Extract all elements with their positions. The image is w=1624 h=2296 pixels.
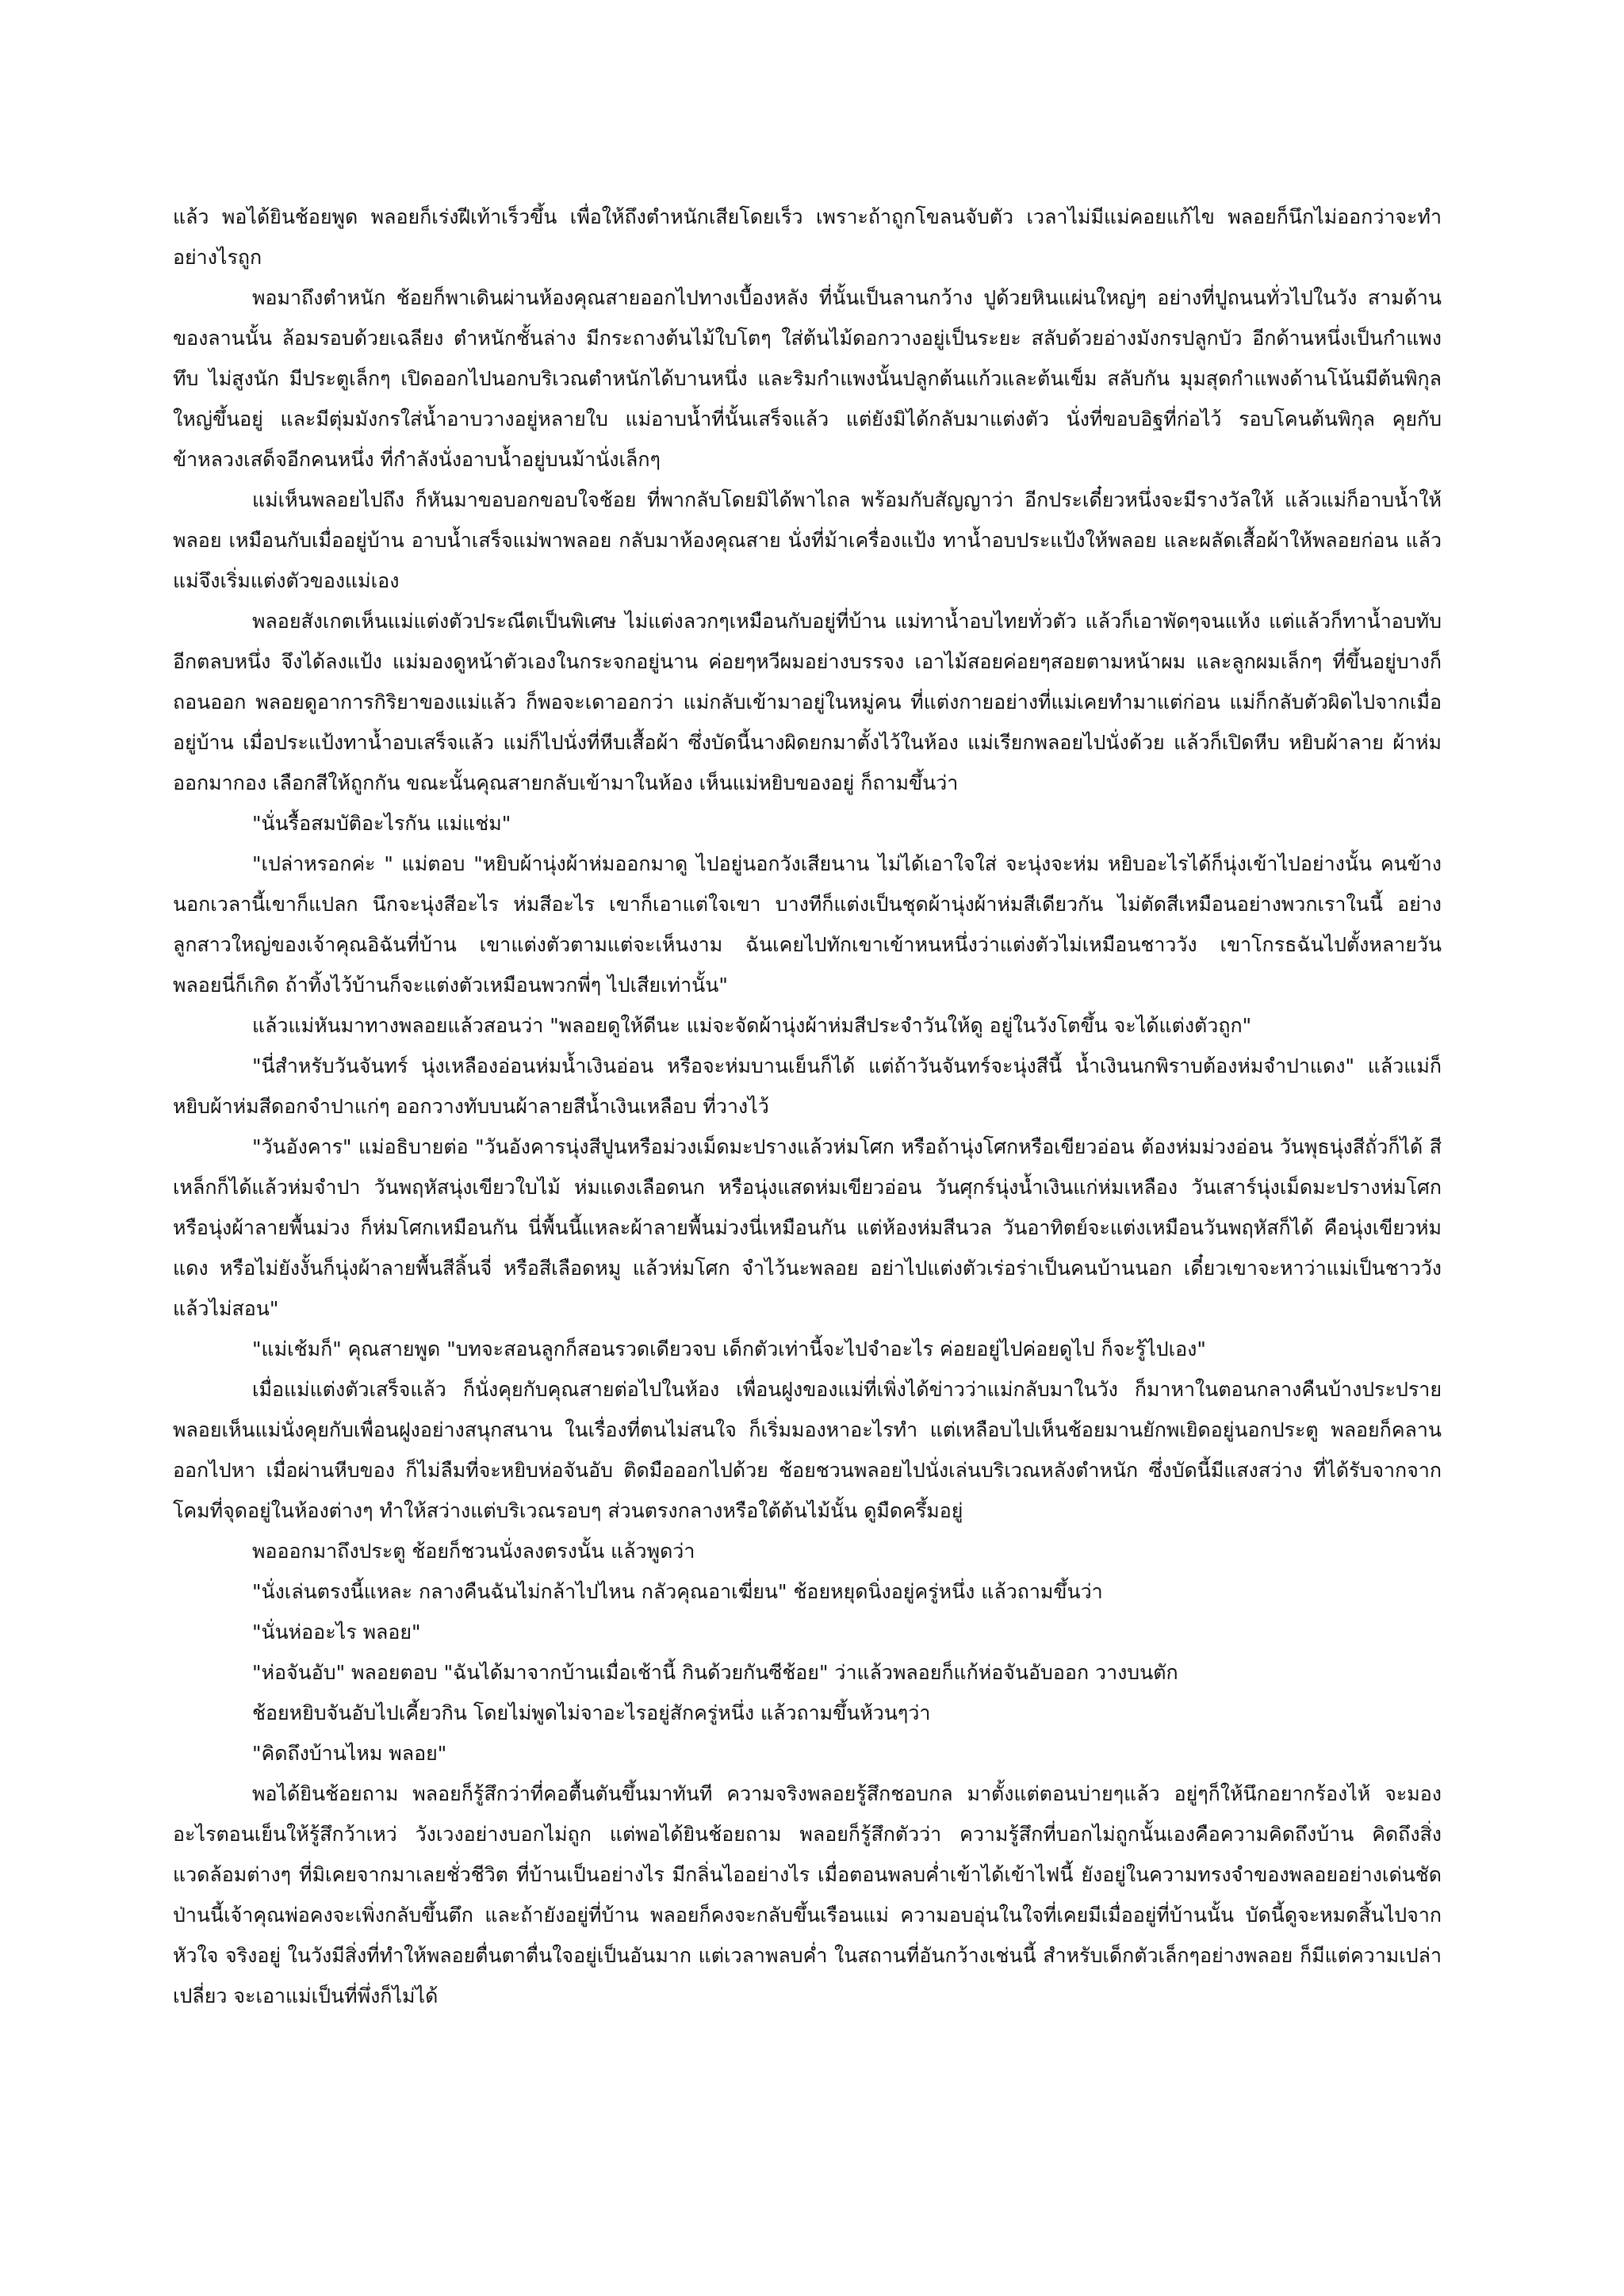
dialogue-line: "นั่นห่ออะไร พลอย" [252, 1621, 421, 1644]
paragraph: พอได้ยินช้อยถาม พลอยก็รู้สึกว่าที่คอตื้นตันขึ้นมาทันที ความจริงพลอยรู้สึกชอบกล มาตั้งแต่ตอนบ่ายๆแล้ว อยู่ๆก็ให้นึกอยากร้องไห้ จะมองอะไรตอนเย็นให้รู้สึกว้าเหว่ วังเวงอย่างบอกไม่ถูก แต่พอได้ยินช้อยถาม พลอยก็รู้สึกตัวว่า ความรู้สึกที่บอกไม่ถูกนั้นเองคือความคิดถึงบ้าน คิดถึงสิ่งแวดล้อมต่างๆ ที่มิเคยจากมาเลยชั่วชีวิต ที่บ้านเป็นอย่างไร มีกลิ่นไออย่างไร เมื่อตอนพลบค่ำเข้าได้เข้าไฟนี้ ยังอยู่ในความทรงจำของพลอยอย่างเด่นชัด ป่านนี้เจ้าคุณพ่อคงจะเพิ่งกลับขึ้นตึก และถ้ายังอยู่ที่บ้าน พลอยก็คงจะกลับขึ้นเรือนแม่ ความอบอุ่นในใจที่เคยมีเมื่ออยู่ที่บ้านนั้น บัดนี้ดูจะหมดสิ้นไปจากหัวใจ จริงอยู่ ในวังมีสิ่งที่ทำให้พลอยตื่นตาตื่นใจอยู่เป็นอันมาก แต่เวลาพลบค่ำ ในสถานที่อันกว้างเช่นนี้ สำหรับเด็กตัวเล็กๆอย่างพลอย ก็มีแต่ความเปล่าเปลี่ยว จะเอาแม่เป็นที่พึ่งก็ไม่ได้ [173, 1782, 1442, 2007]
paragraph: "แม่เช้มก็" คุณสายพูด "บทจะสอนลูกก็สอนรวดเดียวจบ เด็กตัวเท่านี้จะไปจำอะไร ค่อยอยู่ไปค่อยดูไป ก็จะรู้ไปเอง" [252, 1337, 1206, 1360]
dialogue-line: "นั่งเล่นตรงนี้แหละ กลางคืนฉันไม่กล้าไปไหน กลัวคุณอาเฆี่ยน" ช้อยหยุดนิ่งอยู่ครู่หนึ่ง แล้วถามขึ้นว่า [252, 1580, 1103, 1603]
dialogue-line: "ห่อจันอับ" พลอยตอบ "ฉันได้มาจากบ้านเมื่อเช้านี้ กินด้วยกันซีช้อย" ว่าแล้วพลอยก็แก้ห่อจันอับออก วางบนตัก [252, 1661, 1178, 1684]
paragraph: "นี่สำหรับวันจันทร์ นุ่งเหลืองอ่อนห่มน้ำเงินอ่อน หรือจะห่มบานเย็นก็ได้ แต่ถ้าวันจันทร์จะนุ่งสีนี้ น้ำเงินนกพิราบต้องห่มจำปาแดง" แล้วแม่ก็หยิบผ้าห่มสีดอกจำปาแก่ๆ ออกวางทับบนผ้าลายสีน้ำเงินเหลือบ ที่วางไว้ [173, 1054, 1442, 1118]
paragraph: "เปล่าหรอกค่ะ " แม่ตอบ "หยิบผ้านุ่งผ้าห่มออกมาดู ไปอยู่นอกวังเสียนาน ไม่ได้เอาใจใส่ จะนุ่งจะห่ม หยิบอะไรได้ก็นุ่งเข้าไปอย่างนั้น คนข้างนอกเวลานี้เขาก็แปลก นึกจะนุ่งสีอะไร ห่มสีอะไร เขาก็เอาแต่ใจเขา บางทีก็แต่งเป็นชุดผ้านุ่งผ้าห่มสีเดียวกัน ไม่ตัดสีเหมือนอย่างพวกเราในนี้ อย่างลูกสาวใหญ่ของเจ้าคุณอิฉันที่บ้าน เขาแต่งตัวตามแต่จะเห็นงาม ฉันเคยไปทักเขาเข้าหนหนึ่งว่าแต่งตัวไม่เหมือนชาววัง เขาโกรธฉันไปตั้งหลายวัน พลอยนี่ก็เกิด ถ้าทิ้งไว้บ้านก็จะแต่งตัวเหมือนพวกพี่ๆ ไปเสียเท่านั้น" [173, 852, 1442, 997]
paragraph: แม่เห็นพลอยไปถึง ก็หันมาขอบอกขอบใจช้อย ที่พากลับโดยมิได้พาไถล พร้อมกับสัญญาว่า อีกประเดี๋ยวหนึ่งจะมีรางวัลให้ แล้วแม่ก็อาบน้ำให้พลอย เหมือนกับเมื่ออยู่บ้าน อาบน้ำเสร็จแม่พาพลอย กลับมาห้องคุณสาย นั่งที่ม้าเครื่องแป้ง ทาน้ำอบประแป้งให้พลอย และผลัดเสื้อผ้าให้พลอยก่อน แล้วแม่จึงเริ่มแต่งตัวของแม่เอง [173, 488, 1442, 592]
paragraph: เมื่อแม่แต่งตัวเสร็จแล้ว ก็นั่งคุยกับคุณสายต่อไปในห้อง เพื่อนฝูงของแม่ที่เพิ่งได้ข่าวว่าแม่กลับมาในวัง ก็มาหาในตอนกลางคืนบ้างประปราย พลอยเห็นแม่นั่งคุยกับเพื่อนฝูงอย่างสนุกสนาน ในเรื่องที่ตนไม่สนใจ ก็เริ่มมองหาอะไรทำ แต่เหลือบไปเห็นช้อยมานยักพเยิดอยู่นอกประตู พลอยก็คลานออกไปหา เมื่อผ่านหีบของ ก็ไม่ลืมที่จะหยิบห่อจันอับ ติดมือออกไปด้วย ช้อยชวนพลอยไปนั่งเล่นบริเวณหลังตำหนัก ซึ่งบัดนี้มีแสงสว่าง ที่ได้รับจากจากโคมที่จุดอยู่ในห้องต่างๆ ทำให้สว่างแต่บริเวณรอบๆ ส่วนตรงกลางหรือใต้ต้นไม้นั้น ดูมืดครึ้มอยู่ [173, 1378, 1442, 1522]
paragraph: พอออกมาถึงประตู ช้อยก็ชวนนั่งลงตรงนั้น แล้วพูดว่า [252, 1540, 695, 1563]
dialogue-line: "คิดถึงบ้านไหม พลอย" [252, 1742, 447, 1765]
paragraph: ช้อยหยิบจันอับไปเคี้ยวกิน โดยไม่พูดไม่จาอะไรอยู่สักครู่หนึ่ง แล้วถามขึ้นห้วนๆว่า [252, 1701, 931, 1724]
paragraph: แล้วแม่หันมาทางพลอยแล้วสอนว่า "พลอยดูให้ดีนะ แม่จะจัดผ้านุ่งผ้าห่มสีประจำวันให้ดู อยู่ในวังโตขึ้น จะได้แต่งตัวถูก" [252, 1014, 1252, 1037]
paragraph: พลอยสังเกตเห็นแม่แต่งตัวประณีตเป็นพิเศษ ไม่แต่งลวกๆเหมือนกับอยู่ที่บ้าน แม่ทาน้ำอบไทยทั่วตัว แล้วก็เอาพัดๆจนแห้ง แต่แล้วก็ทาน้ำอบทับอีกตลบหนึ่ง จึงได้ลงแป้ง แม่มองดูหน้าตัวเองในกระจกอยู่นาน ค่อยๆหวีผมอย่างบรรจง เอาไม้สอยค่อยๆสอยตามหน้าผม และลูกผมเล็กๆ ที่ขึ้นอยู่บางก็ถอนออก พลอยดูอาการกิริยาของแม่แล้ว ก็พอจะเดาออกว่า แม่กลับเข้ามาอยู่ในหมู่คน ที่แต่งกายอย่างที่แม่เคยทำมาแต่ก่อน แม่ก็กลับตัวผิดไปจากเมื่ออยู่บ้าน เมื่อประแป้งทาน้ำอบเสร็จแล้ว แม่ก็ไปนั่งที่หีบเสื้อผ้า ซึ่งบัดนี้นางผิดยกมาตั้งไว้ในห้อง แม่เรียกพลอยไปนั่งด้วย แล้วก็เปิดหีบ หยิบผ้าลาย ผ้าห่มออกมากอง เลือกสีให้ถูกกัน ขณะนั้นคุณสายกลับเข้ามาในห้อง เห็นแม่หยิบของอยู่ ก็ถามขึ้นว่า [173, 610, 1442, 794]
dialogue-line: "นั่นรื้อสมบัติอะไรกัน แม่แช่ม" [252, 812, 511, 835]
paragraph: แล้ว พอได้ยินช้อยพูด พลอยก็เร่งฝีเท้าเร็วขึ้น เพื่อให้ถึงตำหนักเสียโดยเร็ว เพราะถ้าถูกโขลนจับตัว เวลาไม่มีแม่คอยแก้ไข พลอยก็นึกไม่ออกว่าจะทำอย่างไรถูก [173, 205, 1442, 269]
paragraph: "วันอังคาร" แม่อธิบายต่อ "วันอังคารนุ่งสีปูนหรือม่วงเม็ดมะปรางแล้วห่มโศก หรือถ้านุ่งโศกหรือเขียวอ่อน ต้องห่มม่วงอ่อน วันพุธนุ่งสีถั่วก็ได้ สีเหล็กก็ได้แล้วห่มจำปา วันพฤหัสนุ่งเขียวใบไม้ ห่มแดงเลือดนก หรือนุ่งแสดห่มเขียวอ่อน วันศุกร์นุ่งน้ำเงินแก่ห่มเหลือง วันเสาร์นุ่งเม็ดมะปรางห่มโศก หรือนุ่งผ้าลายพื้นม่วง ก็ห่มโศกเหมือนกัน นี่พื้นนี้แหละผ้าลายพื้นม่วงนี่เหมือนกัน แต่ห้องห่มสีนวล วันอาทิตย์จะแต่งเหมือนวันพฤหัสก็ได้ คือนุ่งเขียวห่มแดง หรือไม่ยังงั้นก็นุ่งผ้าลายพื้นสีลิ้นจี่ หรือสีเลือดหมู แล้วห่มโศก จำไว้นะพลอย อย่าไปแต่งตัวเร่อร่าเป็นคนบ้านนอก เดี๋ยวเขาจะหาว่าแม่เป็นชาววังแล้วไม่สอน" [173, 1135, 1442, 1320]
paragraph: พอมาถึงตำหนัก ช้อยก็พาเดินผ่านห้องคุณสายออกไปทางเบื้องหลัง ที่นั้นเป็นลานกว้าง ปูด้วยหินแผ่นใหญ่ๆ อย่างที่ปูถนนทั่วไปในวัง สามด้านของลานนั้น ล้อมรอบด้วยเฉลียง ตำหนักชั้นล่าง มีกระถางต้นไม้ใบโตๆ ใส่ต้นไม้ดอกวางอยู่เป็นระยะ สลับด้วยอ่างมังกรปลูกบัว อีกด้านหนึ่งเป็นกำแพงทึบ ไม่สูงนัก มีประตูเล็กๆ เปิดออกไปนอกบริเวณตำหนักได้บานหนึ่ง และริมกำแพงนั้นปลูกต้นแก้วและต้นเข็ม สลับกัน มุมสุดกำแพงด้านโน้นมีต้นพิกุลใหญ่ขึ้นอยู่ และมีตุ่มมังกรใส่น้ำอาบวางอยู่หลายใบ แม่อาบน้ำที่นั้นเสร็จแล้ว แต่ยังมิได้กลับมาแต่งตัว นั่งที่ขอบอิฐที่ก่อไว้ รอบโคนต้นพิกุล คุยกับข้าหลวงเสด็จอีกคนหนึ่ง ที่กำลังนั่งอาบน้ำอยู่บนม้านั่งเล็กๆ [173, 286, 1442, 471]
document-page [173, 197, 1442, 2016]
